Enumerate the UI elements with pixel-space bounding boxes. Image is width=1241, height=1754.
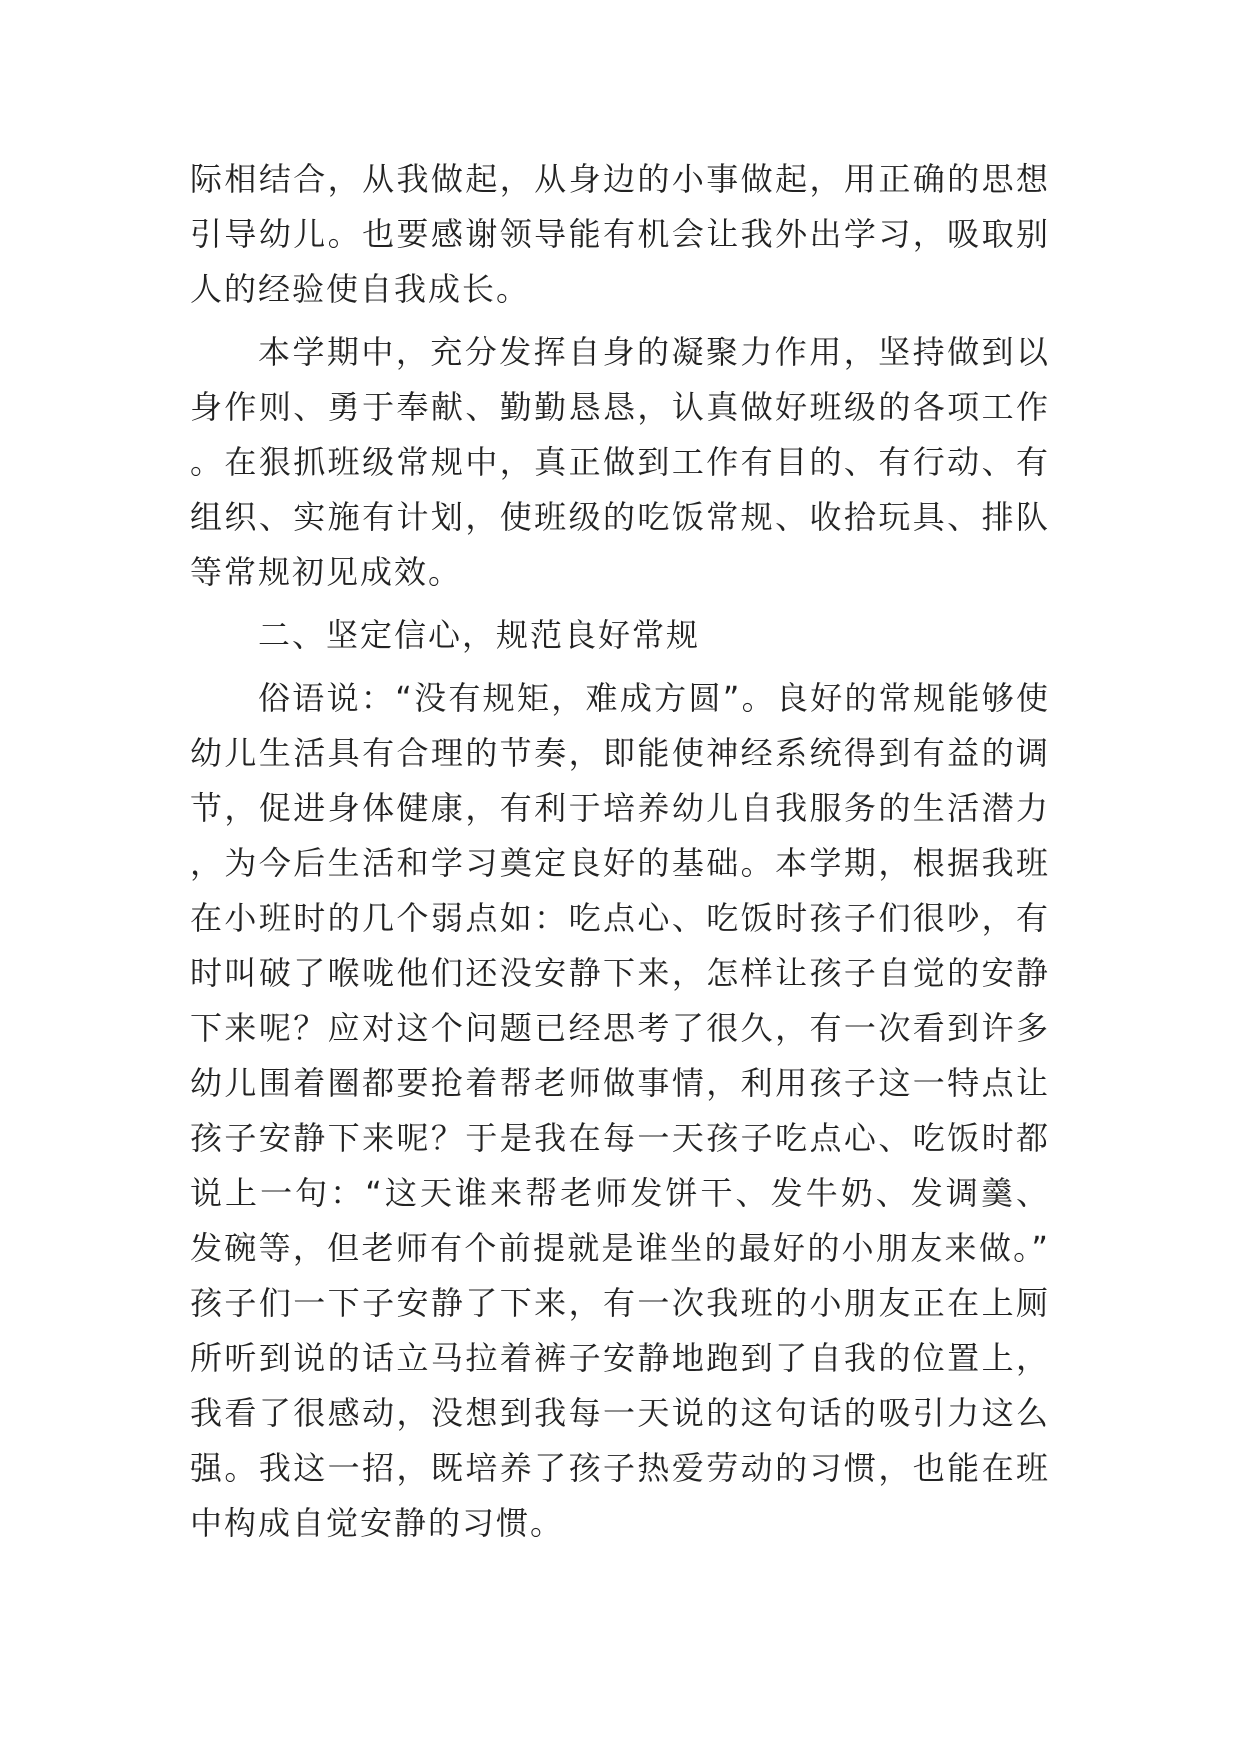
paragraph-routine: 俗语说：“没有规矩，难成方圆”。良好的常规能够使幼儿生活具有合理的节奏，即能使神经系统得到有益的调节，促进身体健康，有利于培养幼儿自我服务的生活潜力，为今后生活和学习奠定良好的基础。本学期，根据我班在小班时的几个弱点如：吃点心、吃饭时孩子们很吵，有时叫破了喉咙他们还没安静下来，怎样让孩子自觉的安静下来呢？应对这个问题已经思考了很久，有一次看到许多幼儿围着圈都要抢着帮老师做事情，利用孩子这一特点让孩子安静下来呢？于是我在每一天孩子吃点心、吃饭时都说上一句：“这天谁来帮老师发饼干、发牛奶、发调羹、发碗等，但老师有个前提就是谁坐的最好的小朋友来做。”孩子们一下子安静了下来，有一次我班的小朋友正在上厕所听到说的话立马拉着裤子安静地跑到了自我的位置上，我看了很感动，没想到我每一天说的这句话的吸引力这么强。我这一招，既培养了孩子热爱劳动的习惯，也能在班中构成自觉安静的习惯。 [190, 679, 1050, 1542]
paragraph-semester-work: 本学期中，充分发挥自身的凝聚力作用，坚持做到以身作则、勇于奉献、勤勤恳恳，认真做好班级的各项工作。在狠抓班级常规中，真正做到工作有目的、有行动、有组织、实施有计划，使班级的吃饭常规、收拾玩具、排队等常规初见成效。 [190, 333, 1050, 591]
paragraph-continuation: 际相结合，从我做起，从身边的小事做起，用正确的思想引导幼儿。也要感谢领导能有机会让我外出学习，吸取别人的经验使自我成长。 [190, 160, 1050, 308]
document-body [190, 152, 1050, 1559]
section-heading: 二、坚定信心，规范良好常规 [258, 616, 701, 654]
